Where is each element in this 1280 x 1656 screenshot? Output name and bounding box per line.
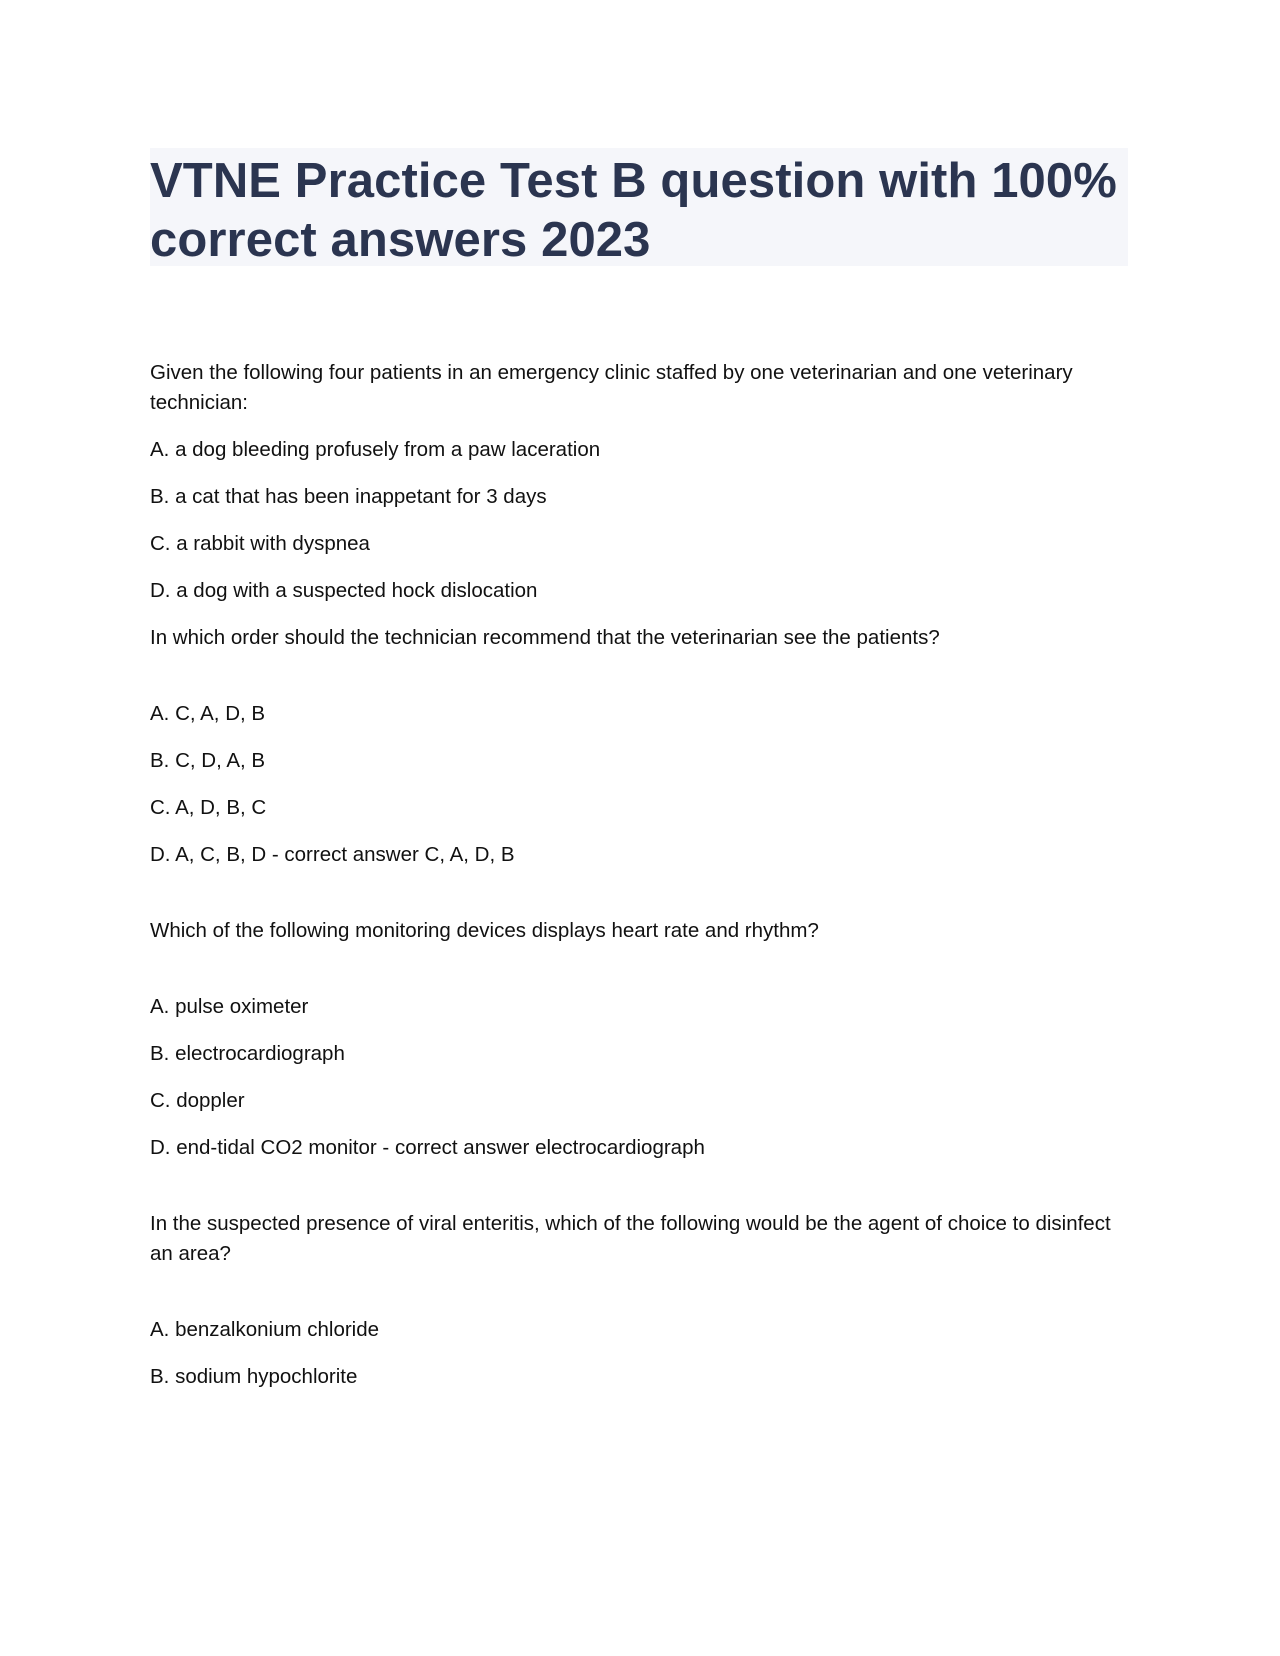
question-2-option-b: B. electrocardiograph [150, 1042, 345, 1065]
question-1-stem: Given the following four patients in an emergency clinic staffed by one veterinarian and one veterinary technician: [150, 361, 1073, 414]
question-2-option-d: D. end-tidal CO2 monitor - correct answer electrocardiograph [150, 1136, 705, 1159]
page-title: VTNE Practice Test B question with 100% correct answers 2023 [150, 154, 1117, 267]
question-3 [150, 1209, 1128, 1392]
patient-b: B. a cat that has been inappetant for 3 days [150, 485, 547, 508]
question-3-stem: In the suspected presence of viral enteritis, which of the following would be the agent of choice to disinfect an area? [150, 1212, 1111, 1265]
question-2-option-a: A. pulse oximeter [150, 995, 309, 1018]
question-3-option-b: B. sodium hypochlorite [150, 1365, 358, 1388]
question-1-prompt: In which order should the technician recommend that the veterinarian see the patients? [150, 626, 940, 649]
question-1-option-d: D. A, C, B, D - correct answer C, A, D, B [150, 843, 515, 866]
document-body [150, 358, 1128, 1409]
question-1-option-b: B. C, D, A, B [150, 749, 266, 772]
question-2-option-c: C. doppler [150, 1089, 245, 1112]
question-1 [150, 358, 1128, 870]
patient-d: D. a dog with a suspected hock dislocation [150, 579, 538, 602]
patient-a: A. a dog bleeding profusely from a paw laceration [150, 438, 601, 461]
title-banner [150, 148, 1128, 266]
question-3-option-a: A. benzalkonium chloride [150, 1318, 380, 1341]
question-1-option-a: A. C, A, D, B [150, 702, 266, 725]
question-2 [150, 916, 1128, 1163]
question-2-stem: Which of the following monitoring devices displays heart rate and rhythm? [150, 919, 819, 942]
patient-c: C. a rabbit with dyspnea [150, 532, 370, 555]
question-1-option-c: C. A, D, B, C [150, 796, 267, 819]
document-page [150, 148, 1128, 1388]
